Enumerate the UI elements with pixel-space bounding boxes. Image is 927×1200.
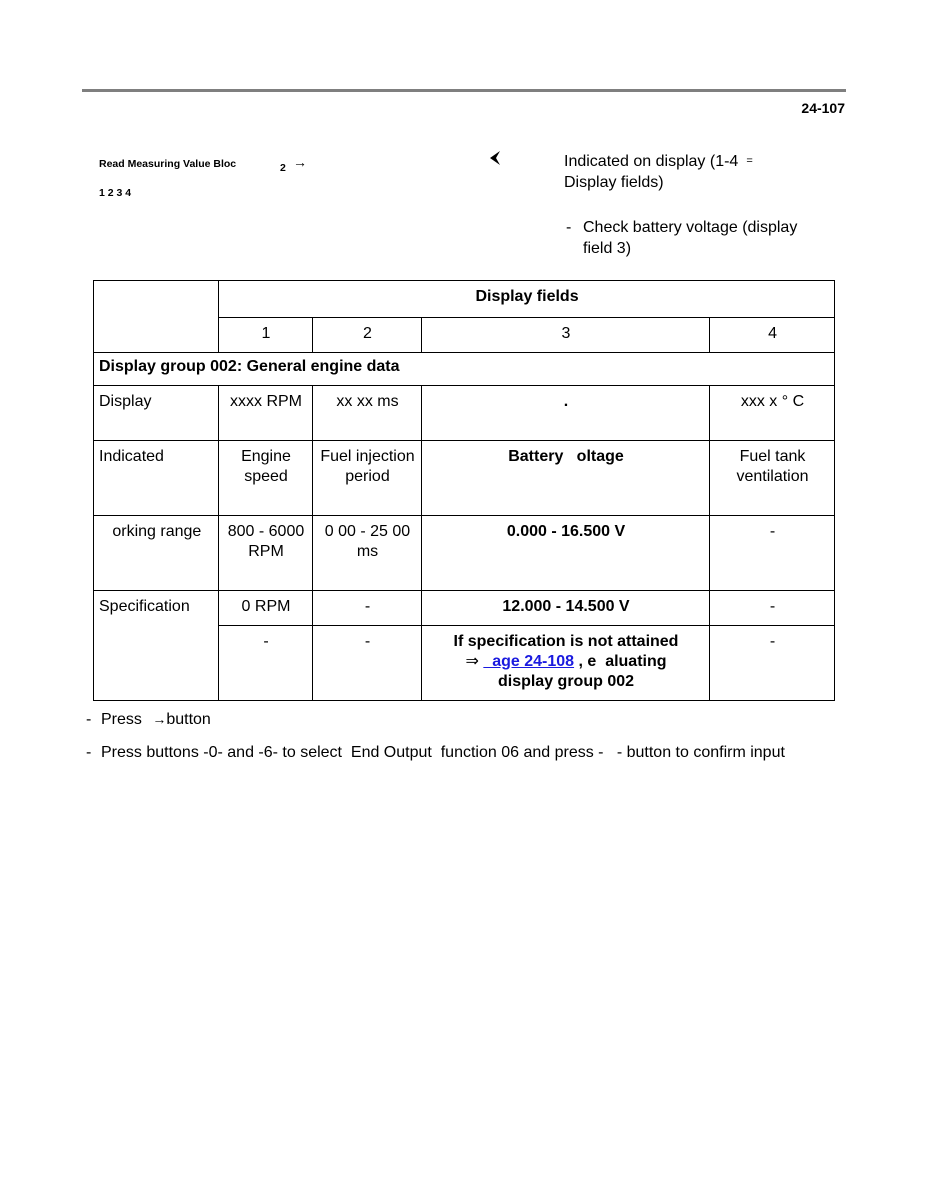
spec-note-line3: display group 002 xyxy=(497,673,635,690)
table-row xyxy=(94,386,835,441)
table-row xyxy=(94,441,835,516)
table-cell: 0 RPM xyxy=(219,591,313,626)
table-header-row xyxy=(94,281,835,318)
note-text-line1: Indicated on display (1-4 xyxy=(564,153,739,170)
spec-note-line1: If specification is not attained xyxy=(453,633,679,650)
header-rule xyxy=(82,89,846,92)
spec-note-after-link: , e aluating xyxy=(574,653,667,670)
check-text: Check battery voltage (display field 3) xyxy=(583,219,798,257)
step-body xyxy=(86,709,846,730)
right-arrow-icon: → xyxy=(152,711,167,727)
row-label: Specification xyxy=(94,591,219,626)
note-equals: = xyxy=(746,155,753,167)
table-cell: 0.000 - 16.500 V xyxy=(422,516,710,591)
table-cell: - xyxy=(313,626,422,701)
note-text-line2: Display fields) xyxy=(564,174,664,191)
page-reference-link[interactable]: age 24-108 xyxy=(483,653,575,670)
table-cell: - xyxy=(313,591,422,626)
readout-fields: 1 2 3 4 xyxy=(99,187,132,199)
arrow-icon: ⇒ xyxy=(465,653,479,670)
row-label: Indicated xyxy=(94,441,219,516)
table-cell: Fuel tank ventilation xyxy=(710,441,835,516)
table-cell: 800 - 6000 RPM xyxy=(219,516,313,591)
step-text: Press xyxy=(101,711,147,728)
table-row xyxy=(94,591,835,626)
table-cell: Battery oltage xyxy=(422,441,710,516)
note-text xyxy=(564,151,814,193)
step-dash: - xyxy=(86,744,92,761)
pointing-hand-icon xyxy=(487,150,503,171)
step-text: button xyxy=(166,711,211,728)
table-cell: Engine speed xyxy=(219,441,313,516)
table-cell: . xyxy=(422,386,710,441)
table-cell: xxx x ° C xyxy=(710,386,835,441)
field-number: 4 xyxy=(710,318,835,353)
table-cell: - xyxy=(710,626,835,701)
table-corner-cell xyxy=(94,281,219,353)
table-cell: xxxx RPM xyxy=(219,386,313,441)
display-fields-header: Display fields xyxy=(219,281,835,318)
table-cell: xx xx ms xyxy=(313,386,422,441)
readout-title: Read Measuring Value Bloc xyxy=(99,158,237,170)
field-number: 1 xyxy=(219,318,313,353)
table-cell: 0 00 - 25 00 ms xyxy=(313,516,422,591)
row-label-empty xyxy=(94,626,219,701)
row-label: Display xyxy=(94,386,219,441)
table-cell: 12.000 - 14.500 V xyxy=(422,591,710,626)
table-row xyxy=(94,516,835,591)
check-step xyxy=(566,217,828,259)
table-cell: - xyxy=(710,591,835,626)
pointing-hand-icon xyxy=(487,150,503,166)
display-group-table xyxy=(93,280,835,701)
step-dash: - xyxy=(86,711,92,728)
step-text: Press buttons -0- and -6- to select End Output function 06 and press - - button to confirm input xyxy=(101,744,785,761)
step-press-arrow xyxy=(86,709,846,730)
readout-group-number: 2 xyxy=(280,162,286,174)
table-row xyxy=(94,626,835,701)
group-title-row xyxy=(94,353,835,386)
page-number: 24-107 xyxy=(801,100,845,116)
table-cell: Fuel injection period xyxy=(313,441,422,516)
field-number: 2 xyxy=(313,318,422,353)
table-cell: - xyxy=(710,516,835,591)
spec-note-cell xyxy=(422,626,710,701)
table-cell: - xyxy=(219,626,313,701)
field-number: 3 xyxy=(422,318,710,353)
step-end-output xyxy=(86,742,846,763)
right-arrow-icon: → xyxy=(293,154,307,170)
group-title: Display group 002: General engine data xyxy=(94,353,835,386)
row-label: orking range xyxy=(94,516,219,591)
check-dash: - xyxy=(566,219,572,236)
